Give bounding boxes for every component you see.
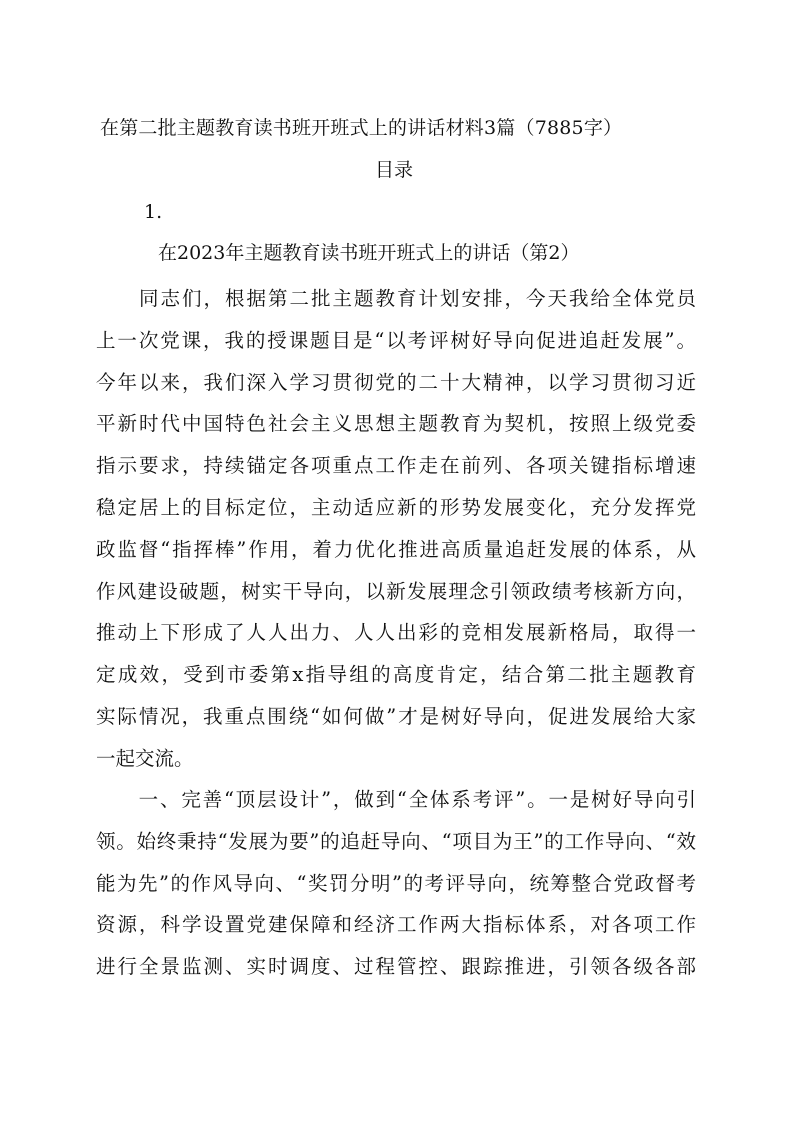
toc-item-number: 1.: [144, 201, 163, 223]
paragraph-line: 政监督“指挥棒”作用，着力优化推进高质量追赶发展的体系，从: [96, 537, 696, 561]
paragraph-line: 指示要求，持续锚定各项重点工作走在前列、各项关键指标增速: [96, 454, 696, 478]
paragraph-line: 稳定居上的目标定位，主动适应新的形势发展变化，充分发挥党: [96, 495, 696, 519]
paragraph-line: 作风建设破题，树实干导向，以新发展理念引领政绩考核新方向，: [96, 579, 696, 603]
paragraph-line: 进行全景监测、实时调度、过程管控、跟踪推进，引领各级各部: [96, 955, 696, 979]
paragraph-line: 定成效，受到市委第x指导组的高度肯定，结合第二批主题教育: [96, 663, 696, 687]
paragraph-line: 推动上下形成了人人出力、人人出彩的竞相发展新格局，取得一: [96, 621, 696, 645]
paragraph-line: 能为先”的作风导向、“奖罚分明”的考评导向，统筹整合党政督考: [96, 871, 696, 895]
paragraph-line: 今年以来，我们深入学习贯彻党的二十大精神，以学习贯彻习近: [96, 370, 696, 394]
toc-heading: 目录: [375, 159, 414, 181]
paragraph-line: 一起交流。: [96, 746, 194, 770]
body-paragraph-1: [96, 278, 696, 780]
paragraph-line: 实际情况，我重点围绕“如何做”才是树好导向，促进发展给大家: [96, 704, 696, 728]
paragraph-line: 同志们，根据第二批主题教育计划安排，今天我给全体党员: [96, 287, 696, 310]
paragraph-line: 平新时代中国特色社会主义思想主题教育为契机，按照上级党委: [96, 412, 696, 436]
paragraph-line: 领。始终秉持“发展为要”的追赶导向、“项目为王”的工作导向、“效: [96, 829, 696, 853]
document-title: 在第二批主题教育读书班开班式上的讲话材料3篇（7885字）: [100, 117, 623, 139]
section-title: 在2023年主题教育读书班开班式上的讲话（第2）: [158, 242, 580, 264]
paragraph-line: 上一次党课，我的授课题目是“以考评树好导向促进追赶发展”。: [96, 328, 696, 352]
paragraph-line: 资源，科学设置党建保障和经济工作两大指标体系，对各项工作: [96, 913, 696, 937]
body-paragraph-2: [96, 779, 696, 988]
paragraph-line: 一、完善“顶层设计”，做到“全体系考评”。一是树好导向引: [96, 788, 696, 811]
